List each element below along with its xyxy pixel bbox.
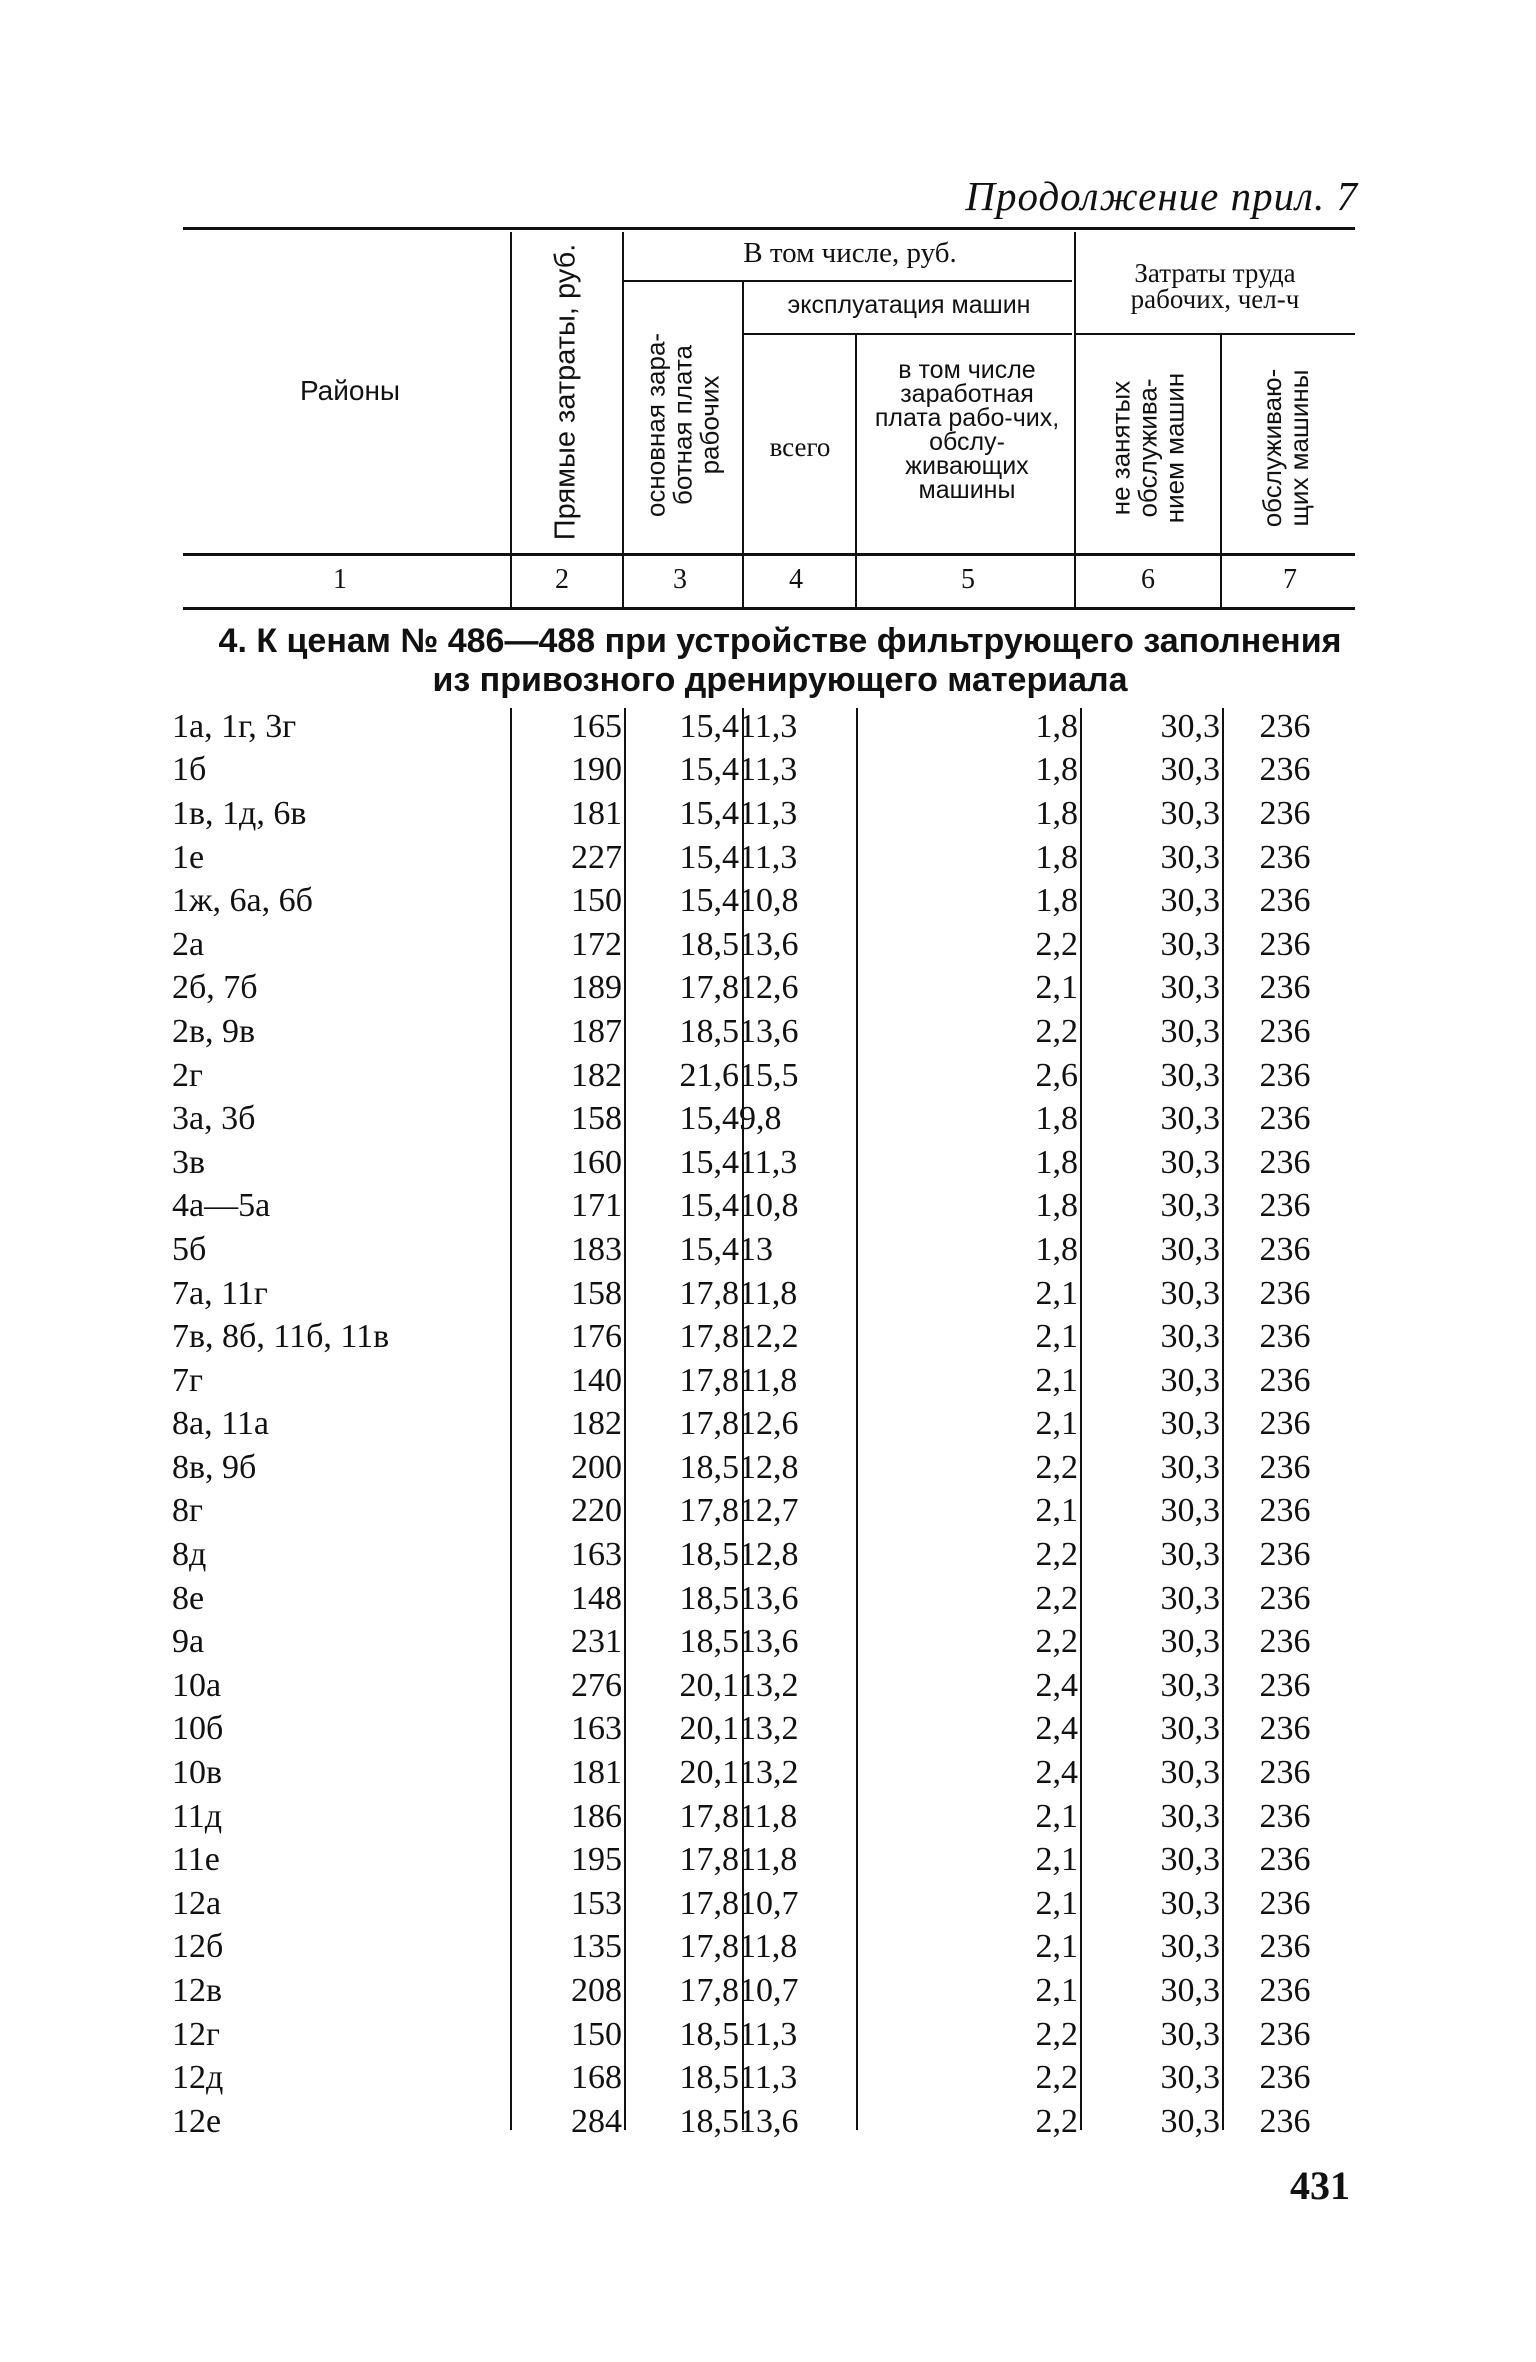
- table-cell-col5: 2,2: [1035, 1448, 1078, 1486]
- table-cell-col4: 13,6: [739, 1012, 799, 1050]
- table-cell-col5: 1,8: [1035, 1100, 1078, 1138]
- table-cell-col1: 8д: [172, 1536, 207, 1574]
- table-cell-col1: 2б, 7б: [172, 969, 258, 1007]
- page-header: Продолжение прил. 7: [965, 173, 1358, 219]
- table-row: [172, 1751, 1350, 1795]
- table-cell-col2: 153: [571, 1884, 622, 1922]
- table-cell-col1: 7г: [172, 1361, 203, 1399]
- table-cell-col1: 2г: [172, 1056, 203, 1094]
- table-cell-col5: 1,8: [1035, 1230, 1078, 1268]
- table-cell-col1: 9а: [172, 1623, 205, 1661]
- table-row: [172, 1664, 1350, 1708]
- table-row: [172, 836, 1350, 880]
- table-cell-col2: 140: [571, 1361, 622, 1399]
- header-total: всего: [769, 432, 831, 462]
- table-cell-col4: 13,6: [739, 925, 799, 963]
- table-cell-col1: 1ж, 6а, 6б: [172, 882, 313, 920]
- table-cell-col3: 20,1: [679, 1754, 739, 1792]
- table-row: [172, 1882, 1350, 1926]
- table-cell-col4: 11,8: [739, 1274, 798, 1312]
- table-cell-col5: 2,1: [1035, 1972, 1078, 2010]
- table-cell-col6: 30,3: [1160, 1405, 1220, 1443]
- table-cell-col1: 8г: [172, 1492, 203, 1530]
- table-cell-col2: 150: [571, 2015, 622, 2053]
- table-row: [172, 1620, 1350, 1664]
- table-cell-col4: 11,8: [739, 1797, 798, 1835]
- table-cell-col2: 165: [571, 707, 622, 745]
- table-row: [172, 1228, 1350, 1272]
- table-cell-col6: 30,3: [1160, 1100, 1220, 1138]
- table-cell-col5: 2,2: [1035, 1579, 1078, 1617]
- table-row: [172, 1838, 1350, 1882]
- table-cell-col6: 30,3: [1160, 1448, 1220, 1486]
- table-cell-col2: 195: [571, 1841, 622, 1879]
- table-cell-col7: 236: [1259, 1187, 1311, 1225]
- table-row: [172, 1359, 1350, 1403]
- section-title: 4. К ценам № 486—488 при устройстве фильтрующего заполнения из привозного дренирующего материала: [218, 622, 1342, 699]
- table-cell-col2: 231: [571, 1623, 622, 1661]
- header-divider-5: [1074, 232, 1076, 608]
- table-cell-col1: 7в, 8б, 11б, 11в: [172, 1318, 390, 1356]
- table-cell-col2: 148: [571, 1579, 622, 1617]
- table-cell-col4: 10,7: [739, 1884, 799, 1922]
- table-cell-col6: 30,3: [1160, 1841, 1220, 1879]
- table-cell-col2: 190: [571, 751, 622, 789]
- column-number-5: 5: [961, 564, 975, 595]
- table-cell-col6: 30,3: [1160, 794, 1220, 832]
- header-labor-costs: Затраты труда рабочих, чел-ч: [1130, 258, 1300, 314]
- table-cell-col4: 10,8: [739, 882, 799, 920]
- table-cell-col2: 158: [571, 1274, 622, 1312]
- table-cell-col3: 17,8: [679, 1797, 739, 1835]
- table-cell-col1: 1б: [172, 751, 207, 789]
- table-row: [172, 1141, 1350, 1185]
- table-cell-col2: 163: [571, 1710, 622, 1748]
- table-cell-col6: 30,3: [1160, 1361, 1220, 1399]
- header-divider-2: [622, 232, 624, 608]
- table-cell-col7: 236: [1259, 882, 1311, 920]
- table-cell-col7: 236: [1259, 1841, 1311, 1879]
- table-cell-col7: 236: [1259, 1230, 1311, 1268]
- table-cell-col5: 1,8: [1035, 838, 1078, 876]
- table-cell-col4: 11,3: [739, 707, 798, 745]
- table-cell-col5: 2,2: [1035, 1623, 1078, 1661]
- table-cell-col2: 171: [571, 1187, 622, 1225]
- table-cell-col6: 30,3: [1160, 1797, 1220, 1835]
- table-cell-col7: 236: [1259, 838, 1311, 876]
- table-cell-col5: 1,8: [1035, 1143, 1078, 1181]
- table-row: [172, 792, 1350, 836]
- table-cell-col4: 11,3: [739, 1143, 798, 1181]
- table-cell-col1: 1а, 1г, 3г: [172, 707, 297, 745]
- column-number-3: 3: [673, 564, 687, 595]
- table-cell-col4: 11,8: [739, 1841, 798, 1879]
- header-divider-1: [510, 232, 512, 608]
- header-divider-4: [855, 335, 857, 608]
- table-cell-col1: 10б: [172, 1710, 224, 1748]
- table-cell-col1: 10в: [172, 1754, 223, 1792]
- table-cell-col7: 236: [1259, 1536, 1311, 1574]
- table-cell-col2: 187: [571, 1012, 622, 1050]
- table-cell-col6: 30,3: [1160, 1710, 1220, 1748]
- machine-underline: [742, 333, 1072, 335]
- table-cell-col4: 13: [739, 1230, 773, 1268]
- table-row: [172, 1010, 1350, 1054]
- labor-underline: [1076, 333, 1355, 335]
- table-cell-col7: 236: [1259, 1710, 1311, 1748]
- table-cell-col3: 15,4: [679, 1230, 739, 1268]
- table-cell-col7: 236: [1259, 1579, 1311, 1617]
- table-cell-col1: 3а, 3б: [172, 1100, 256, 1138]
- table-cell-col1: 4а—5а: [172, 1187, 271, 1225]
- table-row: [172, 1533, 1350, 1577]
- table-cell-col4: 11,8: [739, 1928, 798, 1966]
- table-cell-col6: 30,3: [1160, 1230, 1220, 1268]
- table-cell-col6: 30,3: [1160, 2059, 1220, 2097]
- table-cell-col5: 2,1: [1035, 1884, 1078, 1922]
- table-cell-col7: 236: [1259, 2015, 1311, 2053]
- table-cell-col3: 15,4: [679, 838, 739, 876]
- table-cell-col3: 15,4: [679, 794, 739, 832]
- table-cell-col2: 220: [571, 1492, 622, 1530]
- table-cell-col7: 236: [1259, 1405, 1311, 1443]
- table-cell-col7: 236: [1259, 707, 1311, 745]
- table-cell-col5: 1,8: [1035, 751, 1078, 789]
- table-cell-col2: 158: [571, 1100, 622, 1138]
- data-table: [172, 705, 1350, 2144]
- table-row: [172, 1185, 1350, 1229]
- table-cell-col3: 18,5: [679, 2059, 739, 2097]
- table-row: [172, 1446, 1350, 1490]
- table-cell-col7: 236: [1259, 1361, 1311, 1399]
- table-cell-col1: 12е: [172, 2102, 222, 2140]
- table-cell-col4: 13,2: [739, 1666, 799, 1704]
- table-cell-col6: 30,3: [1160, 1274, 1220, 1312]
- table-cell-col4: 11,3: [739, 794, 798, 832]
- table-cell-col7: 236: [1259, 1100, 1311, 1138]
- table-cell-col1: 11е: [172, 1841, 220, 1879]
- table-cell-col3: 15,4: [679, 1187, 739, 1225]
- table-cell-col1: 12г: [172, 2015, 220, 2053]
- table-cell-col6: 30,3: [1160, 1143, 1220, 1181]
- table-cell-col4: 9,8: [739, 1100, 782, 1138]
- table-cell-col3: 18,5: [679, 1448, 739, 1486]
- table-cell-col4: 10,7: [739, 1972, 799, 2010]
- table-cell-col3: 17,8: [679, 1884, 739, 1922]
- table-cell-col2: 189: [571, 969, 622, 1007]
- table-cell-col1: 2а: [172, 925, 205, 963]
- table-row: [172, 1403, 1350, 1447]
- table-cell-col5: 1,8: [1035, 882, 1078, 920]
- table-cell-col5: 2,1: [1035, 1928, 1078, 1966]
- table-cell-col5: 2,1: [1035, 1274, 1078, 1312]
- table-cell-col4: 13,2: [739, 1754, 799, 1792]
- table-cell-col3: 20,1: [679, 1710, 739, 1748]
- table-cell-col5: 2,4: [1035, 1666, 1078, 1704]
- table-cell-col6: 30,3: [1160, 1492, 1220, 1530]
- table-cell-col1: 12в: [172, 1972, 223, 2010]
- table-cell-col3: 15,4: [679, 707, 739, 745]
- table-cell-col2: 160: [571, 1143, 622, 1181]
- table-cell-col4: 13,6: [739, 1623, 799, 1661]
- table-cell-col7: 236: [1259, 1884, 1311, 1922]
- table-cell-col2: 284: [571, 2102, 622, 2140]
- table-cell-col3: 18,5: [679, 2102, 739, 2140]
- table-row: [172, 2013, 1350, 2057]
- table-row: [172, 1315, 1350, 1359]
- column-number-1: 1: [333, 564, 347, 595]
- table-cell-col7: 236: [1259, 1623, 1311, 1661]
- table-cell-col3: 15,4: [679, 751, 739, 789]
- table-cell-col3: 20,1: [679, 1666, 739, 1704]
- table-cell-col5: 2,1: [1035, 1841, 1078, 1879]
- table-cell-col5: 1,8: [1035, 1187, 1078, 1225]
- table-cell-col4: 13,6: [739, 2102, 799, 2140]
- table-cell-col1: 1е: [172, 838, 205, 876]
- header-direct-costs: Прямые затраты, руб.: [549, 243, 582, 541]
- table-cell-col1: 12а: [172, 1884, 222, 1922]
- table-cell-col2: 135: [571, 1928, 622, 1966]
- table-cell-col2: 182: [571, 1405, 622, 1443]
- table-cell-col2: 186: [571, 1797, 622, 1835]
- table-cell-col3: 15,4: [679, 1100, 739, 1138]
- table-row: [172, 1272, 1350, 1316]
- table-cell-col4: 12,6: [739, 1405, 799, 1443]
- table-cell-col7: 236: [1259, 1754, 1311, 1792]
- table-cell-col3: 18,5: [679, 1536, 739, 1574]
- table-cell-col5: 2,2: [1035, 1012, 1078, 1050]
- table-cell-col1: 8а, 11а: [172, 1405, 269, 1443]
- table-row: [172, 1097, 1350, 1141]
- table-cell-col6: 30,3: [1160, 1579, 1220, 1617]
- table-cell-col4: 10,8: [739, 1187, 799, 1225]
- table-cell-col4: 11,3: [739, 2059, 798, 2097]
- header-base-wage: основная зара- ботная плата рабочих: [640, 332, 725, 518]
- header-bottom-rule: [183, 553, 1355, 556]
- table-cell-col3: 18,5: [679, 1623, 739, 1661]
- table-cell-col4: 12,2: [739, 1318, 799, 1356]
- table-cell-col4: 15,5: [739, 1056, 799, 1094]
- table-cell-col2: 181: [571, 794, 622, 832]
- table-top-rule: [183, 227, 1355, 230]
- table-cell-col3: 17,8: [679, 1318, 739, 1356]
- table-cell-col3: 17,8: [679, 1361, 739, 1399]
- table-cell-col5: 2,2: [1035, 2059, 1078, 2097]
- table-cell-col6: 30,3: [1160, 751, 1220, 789]
- table-cell-col5: 1,8: [1035, 794, 1078, 832]
- table-cell-col2: 181: [571, 1754, 622, 1792]
- table-cell-col5: 2,1: [1035, 1405, 1078, 1443]
- table-cell-col7: 236: [1259, 1012, 1311, 1050]
- table-cell-col5: 2,4: [1035, 1710, 1078, 1748]
- table-row: [172, 1577, 1350, 1621]
- table-cell-col5: 2,2: [1035, 2015, 1078, 2053]
- table-cell-col6: 30,3: [1160, 2102, 1220, 2140]
- table-cell-col1: 8в, 9б: [172, 1448, 257, 1486]
- header-machine-operation: эксплуатация машин: [787, 291, 1031, 319]
- table-cell-col6: 30,3: [1160, 2015, 1220, 2053]
- table-cell-col1: 7а, 11г: [172, 1274, 268, 1312]
- table-cell-col7: 236: [1259, 1666, 1311, 1704]
- table-cell-col4: 11,3: [739, 838, 798, 876]
- table-cell-col6: 30,3: [1160, 882, 1220, 920]
- table-cell-col5: 2,1: [1035, 1361, 1078, 1399]
- table-cell-col7: 236: [1259, 751, 1311, 789]
- table-cell-col6: 30,3: [1160, 1666, 1220, 1704]
- table-cell-col2: 150: [571, 882, 622, 920]
- table-cell-col4: 11,3: [739, 2015, 798, 2053]
- table-cell-col3: 18,5: [679, 2015, 739, 2053]
- table-cell-col7: 236: [1259, 969, 1311, 1007]
- table-cell-col3: 17,8: [679, 1492, 739, 1530]
- table-row: [172, 879, 1350, 923]
- header-not-engaged: не занятых обслужива- нием машин: [1105, 372, 1190, 524]
- table-cell-col7: 236: [1259, 1928, 1311, 1966]
- table-cell-col4: 13,2: [739, 1710, 799, 1748]
- table-cell-col7: 236: [1259, 1492, 1311, 1530]
- table-cell-col7: 236: [1259, 1143, 1311, 1181]
- table-cell-col1: 11д: [172, 1797, 223, 1835]
- table-cell-col6: 30,3: [1160, 1056, 1220, 1094]
- including-underline: [622, 280, 1072, 282]
- table-cell-col1: 1в, 1д, 6в: [172, 794, 307, 832]
- header-divider-6: [1220, 335, 1222, 608]
- table-cell-col7: 236: [1259, 794, 1311, 832]
- table-cell-col3: 18,5: [679, 925, 739, 963]
- header-servicing: обслуживаю- щих машины: [1257, 368, 1314, 528]
- table-row: [172, 749, 1350, 793]
- table-cell-col7: 236: [1259, 1274, 1311, 1312]
- table-cell-col6: 30,3: [1160, 925, 1220, 963]
- table-cell-col3: 15,4: [679, 882, 739, 920]
- table-cell-col5: 2,1: [1035, 1318, 1078, 1356]
- table-cell-col4: 12,7: [739, 1492, 799, 1530]
- column-number-rule: [183, 607, 1355, 610]
- table-cell-col3: 17,8: [679, 1841, 739, 1879]
- table-cell-col6: 30,3: [1160, 1623, 1220, 1661]
- table-cell-col5: 2,6: [1035, 1056, 1078, 1094]
- table-cell-col3: 17,8: [679, 1405, 739, 1443]
- table-cell-col2: 176: [571, 1318, 622, 1356]
- table-cell-col6: 30,3: [1160, 1928, 1220, 1966]
- table-cell-col2: 208: [571, 1972, 622, 2010]
- table-cell-col3: 21,6: [679, 1056, 739, 1094]
- table-cell-col4: 12,8: [739, 1536, 799, 1574]
- data-table-body: [172, 705, 1350, 2144]
- table-row: [172, 1926, 1350, 1970]
- table-cell-col5: 2,1: [1035, 1492, 1078, 1530]
- table-cell-col7: 236: [1259, 1797, 1311, 1835]
- table-cell-col7: 236: [1259, 925, 1311, 963]
- table-cell-col6: 30,3: [1160, 838, 1220, 876]
- table-cell-col1: 12д: [172, 2059, 224, 2097]
- header-including: В том числе, руб.: [743, 237, 957, 269]
- table-cell-col4: 11,8: [739, 1361, 798, 1399]
- table-cell-col1: 8е: [172, 1579, 205, 1617]
- table-cell-col6: 30,3: [1160, 1012, 1220, 1050]
- table-cell-col6: 30,3: [1160, 969, 1220, 1007]
- table-cell-col7: 236: [1259, 1972, 1311, 2010]
- header-including-wage: в том числе заработная плата рабо-чих, обслу-живающих машины: [874, 356, 1060, 504]
- table-cell-col3: 15,4: [679, 1143, 739, 1181]
- table-cell-col1: 10а: [172, 1666, 222, 1704]
- table-cell-col5: 2,1: [1035, 1797, 1078, 1835]
- table-cell-col4: 11,3: [739, 751, 798, 789]
- table-cell-col6: 30,3: [1160, 1884, 1220, 1922]
- table-cell-col6: 30,3: [1160, 707, 1220, 745]
- table-cell-col3: 18,5: [679, 1012, 739, 1050]
- column-number-4: 4: [789, 564, 803, 595]
- table-cell-col5: 2,2: [1035, 2102, 1078, 2140]
- table-cell-col3: 17,8: [679, 1274, 739, 1312]
- table-cell-col4: 12,6: [739, 969, 799, 1007]
- page-number: 431: [1290, 2163, 1350, 2208]
- table-row: [172, 1708, 1350, 1752]
- table-cell-col2: 183: [571, 1230, 622, 1268]
- table-cell-col1: 2в, 9в: [172, 1012, 256, 1050]
- table-cell-col5: 2,1: [1035, 969, 1078, 1007]
- table-cell-col1: 12б: [172, 1928, 224, 1966]
- table-row: [172, 967, 1350, 1011]
- table-cell-col7: 236: [1259, 2059, 1311, 2097]
- column-number-7: 7: [1283, 564, 1297, 595]
- table-row: [172, 923, 1350, 967]
- table-cell-col7: 236: [1259, 1448, 1311, 1486]
- table-row: [172, 1969, 1350, 2013]
- table-cell-col2: 172: [571, 925, 622, 963]
- table-cell-col1: 3в: [172, 1143, 206, 1181]
- table-cell-col6: 30,3: [1160, 1187, 1220, 1225]
- table-cell-col6: 30,3: [1160, 1318, 1220, 1356]
- header-regions: Районы: [299, 375, 401, 406]
- table-cell-col2: 182: [571, 1056, 622, 1094]
- table-cell-col2: 163: [571, 1536, 622, 1574]
- header-divider-3: [742, 282, 744, 608]
- table-cell-col5: 2,2: [1035, 1536, 1078, 1574]
- table-row: [172, 1054, 1350, 1098]
- table-cell-col7: 236: [1259, 2102, 1311, 2140]
- table-cell-col3: 17,8: [679, 1928, 739, 1966]
- table-cell-col5: 1,8: [1035, 707, 1078, 745]
- table-cell-col3: 18,5: [679, 1579, 739, 1617]
- table-cell-col2: 200: [571, 1448, 622, 1486]
- table-cell-col2: 227: [571, 838, 622, 876]
- table-row: [172, 1490, 1350, 1534]
- table-cell-col4: 13,6: [739, 1579, 799, 1617]
- table-cell-col6: 30,3: [1160, 1754, 1220, 1792]
- table-row: [172, 1795, 1350, 1839]
- table-cell-col5: 2,4: [1035, 1754, 1078, 1792]
- table-row: [172, 2056, 1350, 2100]
- table-cell-col4: 12,8: [739, 1448, 799, 1486]
- table-cell-col2: 276: [571, 1666, 622, 1704]
- table-cell-col7: 236: [1259, 1318, 1311, 1356]
- table-row: [172, 705, 1350, 749]
- table-cell-col5: 2,2: [1035, 925, 1078, 963]
- column-number-6: 6: [1141, 564, 1155, 595]
- table-cell-col2: 168: [571, 2059, 622, 2097]
- table-cell-col1: 5б: [172, 1230, 207, 1268]
- table-cell-col3: 17,8: [679, 969, 739, 1007]
- table-cell-col7: 236: [1259, 1056, 1311, 1094]
- table-cell-col3: 17,8: [679, 1972, 739, 2010]
- table-cell-col6: 30,3: [1160, 1972, 1220, 2010]
- table-row: [172, 2100, 1350, 2144]
- table-cell-col6: 30,3: [1160, 1536, 1220, 1574]
- column-number-2: 2: [555, 564, 569, 595]
